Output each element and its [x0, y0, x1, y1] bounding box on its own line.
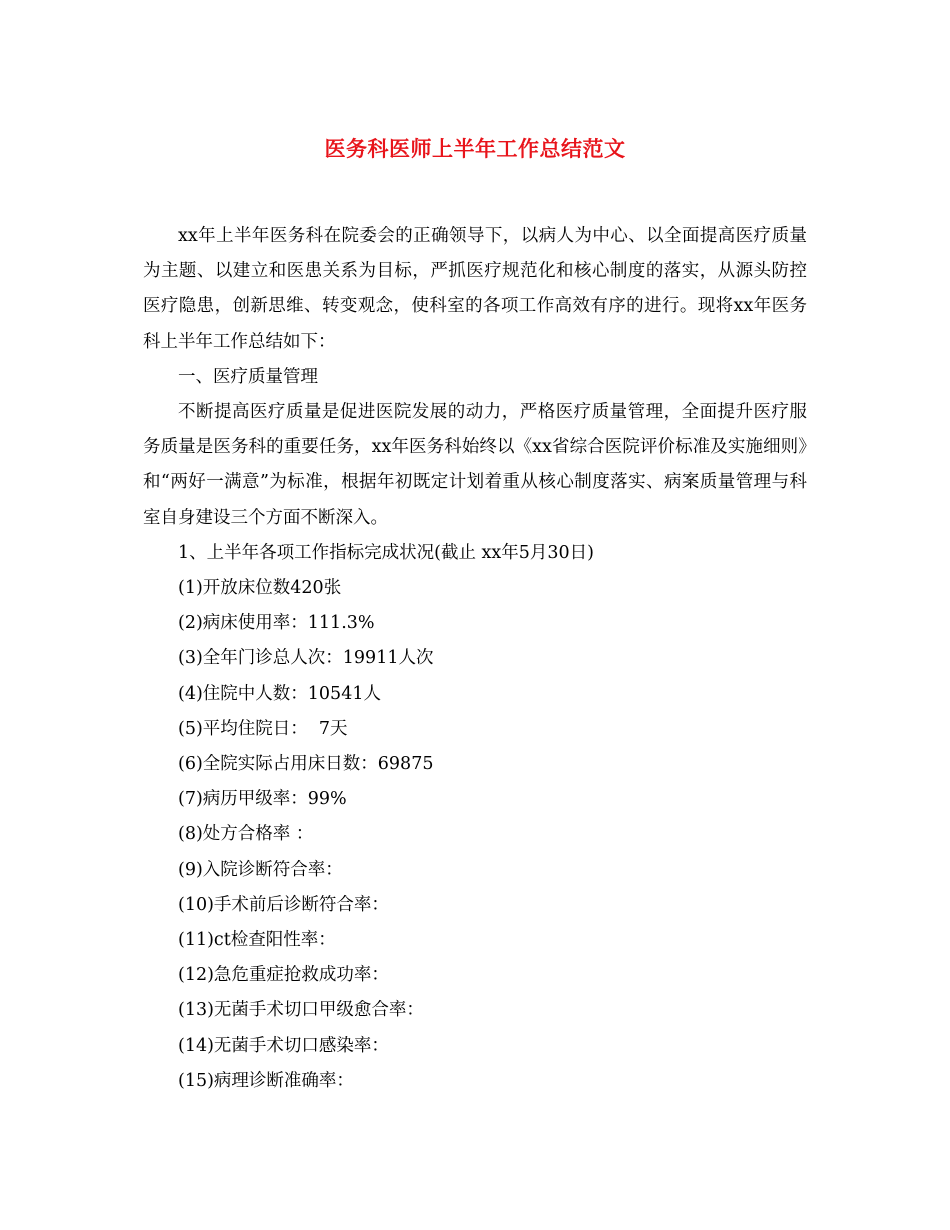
indicator-item: (2)病床使用率：111.3% [178, 613, 375, 634]
indicator-item: (12)急危重症抢救成功率： [178, 965, 389, 986]
indicator-item: (13)无菌手术切口甲级愈合率： [178, 1000, 424, 1021]
document-body [143, 219, 807, 1099]
intro-paragraph: xx年上半年医务科在院委会的正确领导下，以病人为中心、以全面提高医疗质量为主题、以建立和医患关系为目标，严抓医疗规范化和核心制度的落实，从源头防控医疗隐患，创新思维、转变观念，使科室的各项工作高效有序的进行。现将xx年医务科上半年工作总结如下： [143, 226, 807, 352]
indicator-item: (1)开放床位数420张 [178, 578, 342, 599]
quality-paragraph: 不断提高医疗质量是促进医院发展的动力，严格医疗质量管理，全面提升医疗服务质量是医务科的重要任务，xx年医务科始终以《xx省综合医院评价标准及实施细则》和“两好一满意”为标准，根据年初既定计划着重从核心制度落实、病案质量管理与科室自身建设三个方面不断深入。 [143, 402, 807, 528]
document-title: 医务科医师上半年工作总结范文 [324, 136, 626, 161]
section-heading-medical-quality: 一、医疗质量管理 [178, 366, 318, 387]
indicator-item: (4)住院中人数：10541人 [178, 683, 381, 704]
indicator-item: (10)手术前后诊断符合率： [178, 894, 389, 915]
indicator-item: (6)全院实际占用床日数：69875 [178, 754, 434, 775]
indicator-item: (8)处方合格率 ： [178, 824, 314, 845]
indicator-item: (7)病历甲级率：99% [178, 789, 347, 810]
indicator-item: (15)病理诊断准确率： [178, 1070, 354, 1091]
indicator-item: (9)入院诊断符合率： [178, 859, 343, 880]
indicator-item: (14)无菌手术切口感染率： [178, 1035, 389, 1056]
indicator-item: (11)ct检查阳性率： [178, 930, 336, 951]
indicator-item: (3)全年门诊总人次：19911人次 [178, 648, 434, 669]
subsection-heading-indicators: 1、上半年各项工作指标完成状况(截止 xx年5月30日) [178, 542, 594, 563]
indicator-item: (5)平均住院日： 7天 [178, 718, 348, 739]
